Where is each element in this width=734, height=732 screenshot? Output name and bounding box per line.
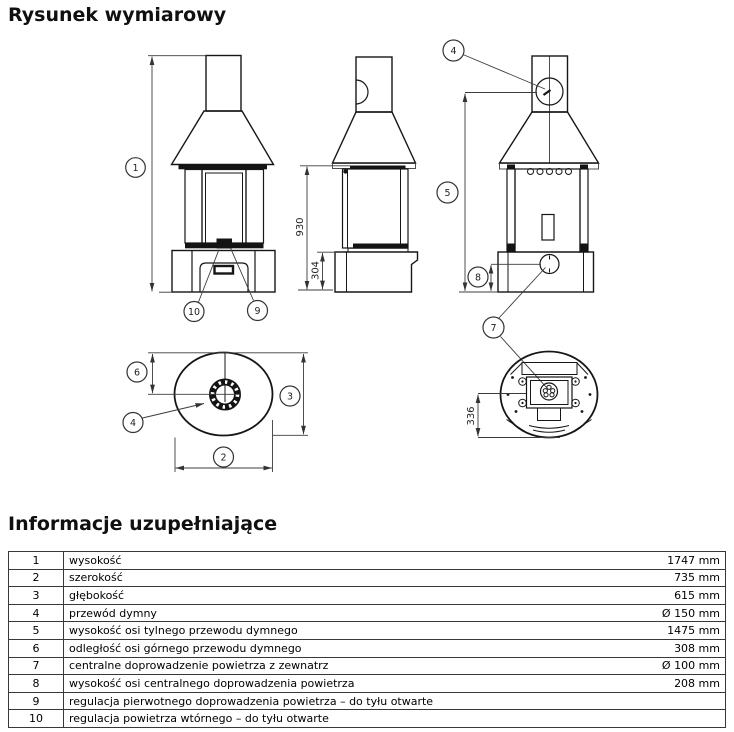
table-row <box>9 639 726 657</box>
info-table-body <box>9 552 726 728</box>
svg-text:7: 7 <box>490 323 497 334</box>
row-description: odległość osi górnego przewodu dymnego <box>64 639 616 657</box>
page-title: Rysunek wymiarowy <box>8 4 227 26</box>
callout-8 <box>468 267 488 287</box>
row-value: 1747 mm <box>615 552 726 570</box>
callout-9 <box>231 248 268 321</box>
dimension-336 <box>466 394 560 438</box>
row-value: Ø 100 mm <box>615 657 726 675</box>
table-row <box>9 622 726 640</box>
table-row <box>9 710 726 728</box>
callout-3 <box>280 386 300 406</box>
dimension-304 <box>311 252 345 289</box>
back-view <box>498 56 599 292</box>
row-number: 2 <box>9 569 64 587</box>
row-value: 308 mm <box>615 639 726 657</box>
svg-text:304: 304 <box>310 260 322 281</box>
svg-text:930: 930 <box>295 217 306 237</box>
svg-text:3: 3 <box>286 391 294 403</box>
row-description: głębokość <box>64 587 616 605</box>
row-description: centralne doprowadzenie powietrza z zewnatrz <box>64 657 616 675</box>
side-view <box>333 57 418 292</box>
callout-10 <box>184 250 219 322</box>
callout-2 <box>214 447 234 467</box>
row-description: wysokość osi centralnego doprowadzenia powietrza <box>64 675 616 693</box>
svg-text:336: 336 <box>466 406 477 426</box>
row-description: szerokość <box>64 569 616 587</box>
svg-text:10: 10 <box>187 307 201 318</box>
svg-text:9: 9 <box>254 306 261 317</box>
bottom-view <box>501 352 598 438</box>
callout-1 <box>126 158 146 178</box>
callout-4 <box>443 40 545 89</box>
table-row <box>9 587 726 605</box>
row-value: 615 mm <box>615 587 726 605</box>
row-number: 7 <box>9 657 64 675</box>
svg-text:1: 1 <box>132 163 139 174</box>
row-description: wysokość osi tylnego przewodu dymnego <box>64 622 616 640</box>
callout-4-top-view <box>123 404 204 433</box>
callout-5 <box>437 182 458 203</box>
svg-text:6: 6 <box>133 367 141 379</box>
table-row <box>9 692 726 710</box>
front-view <box>159 56 275 293</box>
row-value: 1475 mm <box>615 622 726 640</box>
svg-text:2: 2 <box>220 452 227 464</box>
dimension-height <box>148 56 207 292</box>
row-number: 8 <box>9 675 64 693</box>
row-number: 1 <box>9 552 64 570</box>
svg-text:5: 5 <box>444 188 451 199</box>
row-number: 5 <box>9 622 64 640</box>
table-row <box>9 657 726 675</box>
svg-text:4: 4 <box>450 46 457 57</box>
callout-6 <box>127 362 147 382</box>
row-description: wysokość <box>64 552 616 570</box>
row-value: Ø 150 mm <box>615 604 726 622</box>
row-value: 208 mm <box>615 675 726 693</box>
info-table <box>8 551 726 728</box>
dimension-930 <box>295 166 352 290</box>
row-description: regulacja powietrza wtórnego – do tyłu otwarte <box>64 710 616 728</box>
row-description: przewód dymny <box>64 604 616 622</box>
section-title: Informacje uzupełniające <box>8 513 278 535</box>
row-value: 735 mm <box>615 569 726 587</box>
row-description: regulacja pierwotnego doprowadzenia powietrza – do tyłu otwarte <box>64 692 616 710</box>
row-number: 10 <box>9 710 64 728</box>
table-row <box>9 552 726 570</box>
table-row <box>9 675 726 693</box>
row-number: 6 <box>9 639 64 657</box>
svg-text:4: 4 <box>129 418 137 429</box>
row-value <box>615 710 726 728</box>
table-row <box>9 569 726 587</box>
row-number: 3 <box>9 587 64 605</box>
svg-text:8: 8 <box>474 272 482 284</box>
row-number: 9 <box>9 692 64 710</box>
table-row <box>9 604 726 622</box>
row-value <box>615 692 726 710</box>
row-number: 4 <box>9 604 64 622</box>
